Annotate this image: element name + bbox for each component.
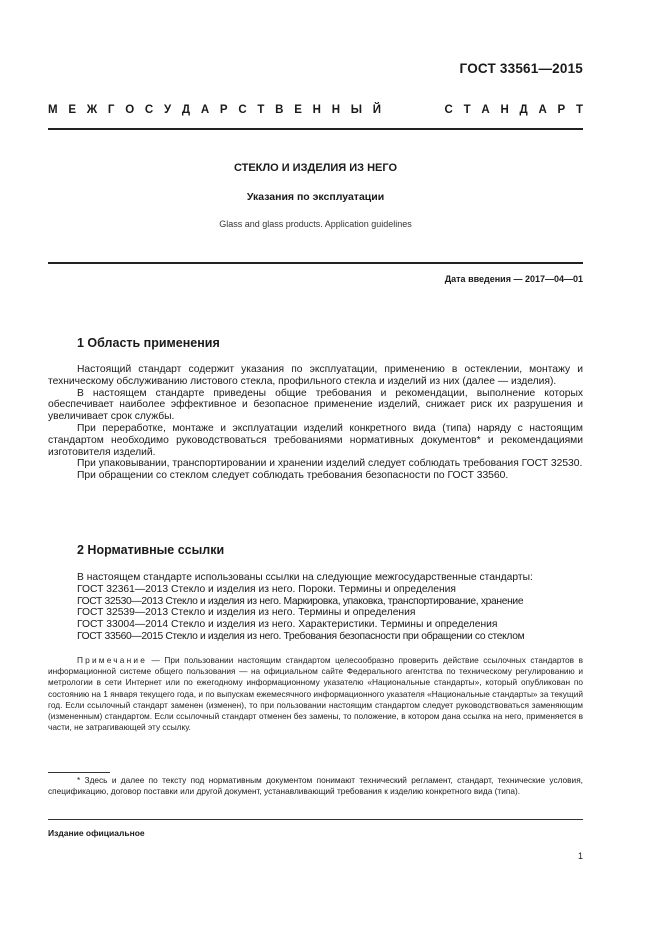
section-1-paragraph: В настоящем стандарте приведены общие требования и рекомендации, выполнение которых обеспечивает наиболее эффективное и безопасное применение изделий, снижает риск их разрушения и увеличивает срок службы. [48, 387, 583, 423]
title-bottom-rule [48, 262, 583, 264]
banner-letter: М [48, 104, 58, 116]
document-subtitle: Указания по эксплуатации [246, 191, 385, 203]
official-edition-label: Издание официальное [48, 828, 145, 838]
banner-letter: А [481, 104, 490, 116]
footnote [48, 775, 583, 797]
note-text: — При пользовании настоящим стандартом целесообразно проверить действие ссылочных стандартов в информационной системе общего пользования — на официальном сайте Федерального агентства по техническому регулированию и метрологии в сети Интернет или по ежегодному информационному указателю «Национальные стандарты», который опубликован по состоянию на 1 января текущего года, и по выпускам ежемесячного информационного указателя «Национальные стандарты» за текущий год. Если ссылочный стандарт заменен (изменен), то при пользовании настоящим стандартом следует руководствоваться заменяющим (измененным) стандартом. Если ссылочный стандарт отменен без замены, то положение, в котором дана ссылка на него, применяется в части, не затрагивающей эту ссылку. [48, 655, 583, 733]
introduction-date: Дата введения — 2017—04—01 [444, 274, 583, 284]
edition-rule [48, 819, 583, 820]
banner-letter: Р [219, 104, 228, 116]
section-2-heading: 2 Нормативные ссылки [77, 543, 225, 557]
banner-letter: В [275, 104, 284, 116]
english-title: Glass and glass products. Application guidelines [219, 219, 412, 229]
banner-letter: У [163, 104, 172, 116]
banner-letter: Д [519, 104, 528, 116]
banner-letter: Ж [86, 104, 98, 116]
references-intro: В настоящем стандарте использованы ссылки на следующие межгосударственные стандарты: [77, 572, 533, 583]
document-title: СТЕКЛО И ИЗДЕЛИЯ ИЗ НЕГО [233, 162, 398, 174]
banner-letter: Е [68, 104, 77, 116]
reference-item: ГОСТ 32539—2013 Стекло и изделия из него. Термины и определения [77, 607, 416, 619]
page-number: 1 [577, 851, 583, 861]
reference-item: ГОСТ 32530—2013 Стекло и изделия из него. Маркировка, упаковка, транспортирование, хранение [77, 595, 524, 607]
banner-letter: Н [331, 104, 341, 116]
note-label: Примечание [77, 655, 148, 665]
section-2-note [48, 655, 583, 733]
reference-item: ГОСТ 33004—2014 Стекло и изделия из него. Характеристики. Термины и определения [77, 619, 498, 631]
banner-letter: С [238, 104, 247, 116]
banner-letter: Ы [350, 104, 363, 116]
section-1-paragraph: При упаковывании, транспортировании и хранении изделий следует соблюдать требования ГОСТ 32530. [77, 458, 583, 470]
banner-letter: А [538, 104, 547, 116]
top-rule [48, 128, 583, 130]
reference-item: ГОСТ 32361—2013 Стекло и изделия из него. Пороки. Термины и определения [77, 583, 457, 595]
section-1-paragraph: При обращении со стеклом следует соблюдать требования безопасности по ГОСТ 33560. [77, 470, 509, 482]
banner-letter: Т [463, 104, 471, 116]
interstate-standard-banner [48, 104, 583, 116]
footnote-text: * Здесь и далее по тексту под нормативным документом понимают технический регламент, стандарт, технические условия, спецификацию, договор поставки или другой документ, устанавливающий требования к изделию конкретного вида (типа). [48, 775, 583, 797]
footnote-separator [48, 772, 110, 773]
banner-letter: Н [500, 104, 509, 116]
section-1-heading: 1 Область применения [77, 336, 220, 350]
banner-letter: Г [107, 104, 115, 116]
banner-letter: Н [312, 104, 321, 116]
banner-gap [392, 104, 434, 116]
banner-letter: Е [294, 104, 302, 116]
standard-designation: ГОСТ 33561—2015 [459, 61, 583, 76]
banner-letter: О [125, 104, 135, 116]
banner-letter: Й [372, 104, 382, 116]
banner-letter: С [144, 104, 154, 116]
banner-letter: С [444, 104, 453, 116]
banner-letter: Т [257, 104, 265, 116]
reference-item: ГОСТ 33560—2015 Стекло и изделия из него. Требования безопасности при обращении со стеклом [77, 630, 525, 642]
banner-letter: Р [557, 104, 566, 116]
banner-letter: Д [181, 104, 191, 116]
banner-letter: Т [575, 104, 583, 116]
section-1-paragraph: Настоящий стандарт содержит указания по эксплуатации, применению в остеклении, монтажу и техническому обслуживанию листового стекла, профильного стекла и изделий из них (далее — изделия). [48, 364, 583, 387]
section-1-paragraph: При переработке, монтаже и эксплуатации изделий конкретного вида (типа) наряду с настоящим стандартом необходимо руководствоваться требованиями нормативных документов* и рекомендациями изготовителя изделий. [48, 422, 583, 458]
banner-letter: А [200, 104, 210, 116]
section-2-body [48, 572, 583, 643]
section-1-body [48, 364, 583, 482]
